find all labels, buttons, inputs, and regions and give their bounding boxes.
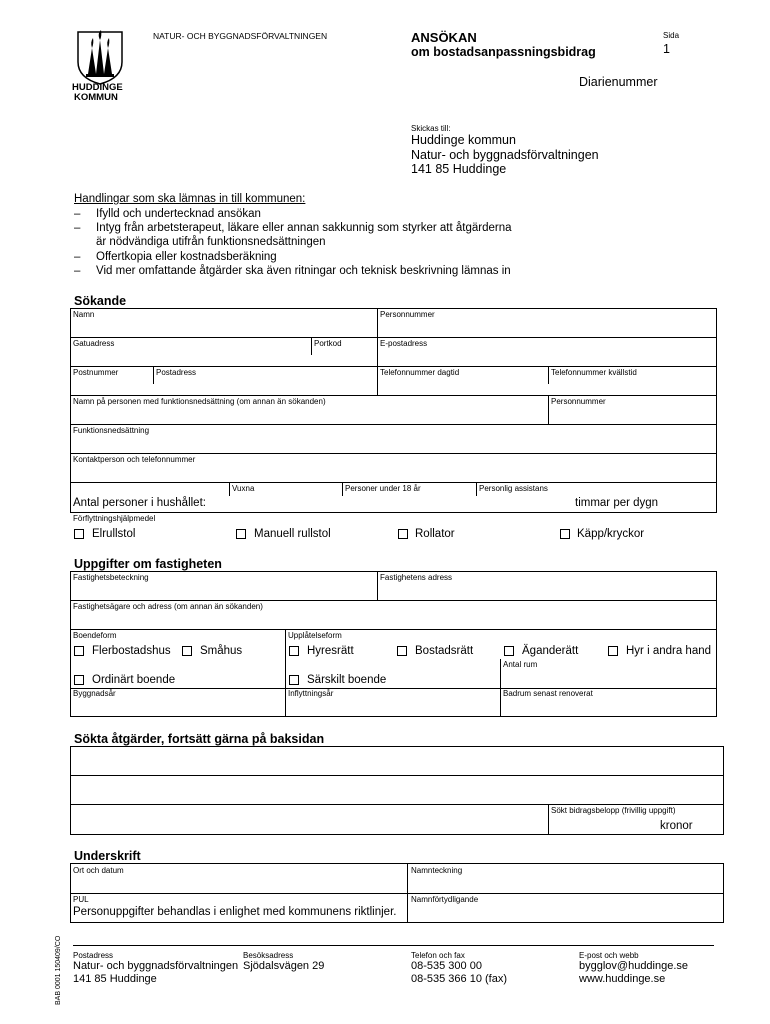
ordinart-boende-label: Ordinärt boende [92, 674, 176, 686]
elrullstol-checkbox[interactable] [74, 529, 84, 539]
page-number: 1 [663, 42, 670, 56]
antal-rum-field[interactable]: Antal rum [503, 660, 538, 669]
footer-postadress-1: Natur- och byggnadsförvaltningen [73, 960, 239, 972]
kapp-checkbox[interactable] [560, 529, 570, 539]
footer-postadress-label: Postadress [73, 951, 114, 960]
fastighetens-adress-field[interactable]: Fastighetens adress [380, 573, 453, 582]
vuxna-field[interactable]: Vuxna [232, 484, 255, 493]
personnummer2-field[interactable]: Personnummer [551, 397, 606, 406]
underskrift-heading: Underskrift [74, 849, 141, 863]
inflyttningsar-field[interactable]: Inflyttningsår [288, 689, 334, 698]
pul-label: PUL [73, 895, 89, 904]
flerbostadshus-label: Flerbostadshus [92, 645, 171, 657]
elrullstol-label: Elrullstol [92, 528, 136, 540]
footer-divider [73, 945, 714, 946]
bostadsratt-checkbox[interactable] [397, 646, 407, 656]
coat-of-arms-icon [70, 28, 130, 86]
hyr-andra-hand-label: Hyr i andra hand [626, 645, 712, 657]
send-to-line1: Huddinge kommun [411, 133, 516, 147]
form-code: BAB 0001 150409/CO [55, 935, 62, 1005]
namn-funk-field[interactable]: Namn på personen med funktionsnedsättning (om annan än sökanden) [73, 397, 326, 406]
atgarder-table[interactable] [70, 746, 724, 835]
send-to-line3: 141 85 Huddinge [411, 162, 507, 176]
assistans-field[interactable]: Personlig assistans [479, 484, 548, 493]
footer-epost-2[interactable]: www.huddinge.se [579, 973, 666, 985]
rollator-checkbox[interactable] [398, 529, 408, 539]
under18-field[interactable]: Personer under 18 år [345, 484, 421, 493]
fastighet-table [70, 571, 717, 717]
kronor-label: kronor [660, 820, 693, 832]
sokande-heading: Sökande [74, 294, 127, 308]
epost-field[interactable]: E-postadress [380, 339, 428, 348]
diarienummer-label: Diarienummer [579, 75, 658, 89]
namnfortydligande-field[interactable]: Namnförtydligande [411, 895, 479, 904]
documents-heading: Handlingar som ska lämnas in till kommunen: [74, 193, 306, 205]
page-title: ANSÖKAN [411, 30, 477, 45]
hyr-andra-hand-checkbox[interactable] [608, 646, 618, 656]
badrum-field[interactable]: Badrum senast renoverat [503, 689, 593, 698]
rollator-label: Rollator [415, 528, 455, 540]
footer-telefon-1: 08-535 300 00 [411, 960, 482, 972]
aganderatt-label: Äganderätt [522, 645, 579, 657]
flerbostadshus-checkbox[interactable] [74, 646, 84, 656]
sarskilt-boende-checkbox[interactable] [289, 675, 299, 685]
footer-besok-label: Besöksadress [243, 951, 294, 960]
fastighet-heading: Uppgifter om fastigheten [74, 557, 222, 571]
hyresratt-checkbox[interactable] [289, 646, 299, 656]
postnummer-field[interactable]: Postnummer [73, 368, 119, 377]
aganderatt-checkbox[interactable] [504, 646, 514, 656]
atgarder-heading: Sökta åtgärder, fortsätt gärna på baksidan [74, 732, 325, 746]
footer-besok-1: Sjödalsvägen 29 [243, 960, 325, 972]
tel-dag-field[interactable]: Telefonnummer dagtid [380, 368, 460, 377]
boendeform-label: Boendeform [73, 631, 117, 640]
upplatelseform-label: Upplåtelseform [288, 631, 342, 640]
kapp-label: Käpp/kryckor [577, 528, 645, 540]
ordinart-boende-checkbox[interactable] [74, 675, 84, 685]
timmar-label: timmar per dygn [575, 497, 659, 509]
footer-epost-1[interactable]: bygglov@huddinge.se [579, 960, 689, 972]
smahus-label: Småhus [200, 645, 243, 657]
namnteckning-field[interactable]: Namnteckning [411, 866, 463, 875]
portkod-field[interactable]: Portkod [314, 339, 342, 348]
gatuadress-field[interactable]: Gatuadress [73, 339, 115, 348]
bostadsratt-label: Bostadsrätt [415, 645, 474, 657]
department-name: NATUR- OCH BYGGNADSFÖRVALTNINGEN [153, 31, 328, 41]
fastighetsbeteckning-field[interactable]: Fastighetsbeteckning [73, 573, 149, 582]
footer-telefon-2: 08-535 366 10 (fax) [411, 973, 508, 985]
fastighetsagare-field[interactable]: Fastighetsägare och adress (om annan än sökanden) [73, 602, 263, 611]
huddinge-logo [70, 28, 130, 112]
ort-datum-field[interactable]: Ort och datum [73, 866, 124, 875]
page-label: Sida [663, 31, 680, 40]
logo-text-2: KOMMUN [74, 92, 118, 103]
pul-text: Personuppgifter behandlas i enlighet med kommunens riktlinjer. [73, 906, 397, 918]
footer-postadress-2: 141 85 Huddinge [73, 973, 157, 985]
personnummer-field[interactable]: Personnummer [380, 310, 435, 319]
sarskilt-boende-label: Särskilt boende [307, 674, 387, 686]
manuell-rullstol-checkbox[interactable] [236, 529, 246, 539]
postadress-field[interactable]: Postadress [156, 368, 197, 377]
logo-text-1: HUDDINGE [72, 82, 123, 93]
funktionsnedsattning-field[interactable]: Funktionsnedsättning [73, 426, 150, 435]
kontaktperson-field[interactable]: Kontaktperson och telefonnummer [73, 455, 196, 464]
footer-epost-label: E-post och webb [579, 951, 639, 960]
hjalpmedel-label: Förflyttningshjälpmedel [73, 514, 156, 523]
hyresratt-label: Hyresrätt [307, 645, 354, 657]
send-to-label: Skickas till: [411, 124, 451, 133]
manuell-rullstol-label: Manuell rullstol [254, 528, 331, 540]
byggnadsar-field[interactable]: Byggnadsår [73, 689, 116, 698]
footer-telefon-label: Telefon och fax [411, 951, 465, 960]
send-to-line2: Natur- och byggnadsförvaltningen [411, 148, 599, 162]
namn-field[interactable]: Namn [73, 310, 95, 319]
tel-kvall-field[interactable]: Telefonnummer kvällstid [551, 368, 637, 377]
smahus-checkbox[interactable] [182, 646, 192, 656]
bidragsbelopp-field[interactable]: Sökt bidragsbelopp (frivillig uppgift) [551, 806, 676, 815]
page-subtitle: om bostadsanpassningsbidrag [411, 45, 596, 59]
antal-personer-label: Antal personer i hushållet: [73, 497, 206, 509]
